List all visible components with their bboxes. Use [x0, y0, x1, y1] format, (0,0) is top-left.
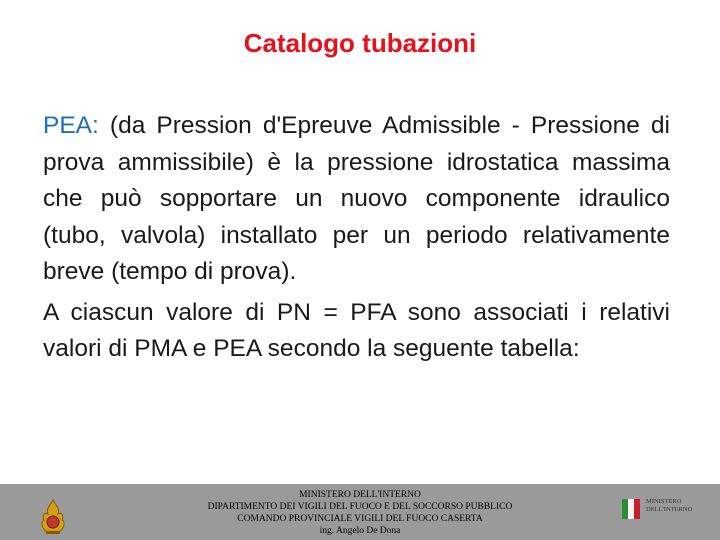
footer-line-command: COMANDO PROVINCIALE VIGILI DEL FUOCO CASERTA — [237, 514, 483, 524]
paragraph-pea-text: (da Pression d'Epreuve Admissible - Pressione di prova ammissibile) è la pressione idrostatica massima che può sopportare un nuovo componente idraulico (tubo, valvola) installato per un periodo relativamente breve (tempo di prova). — [43, 112, 670, 285]
footer-credits — [180, 489, 540, 537]
slide-body — [43, 108, 670, 368]
term-pea: PEA: — [43, 112, 99, 139]
footer-bar — [0, 484, 720, 540]
vigili-del-fuoco-emblem-icon — [34, 498, 72, 536]
ministry-logo-text: MINISTERO DELL'INTERNO — [646, 498, 693, 513]
paragraph-pn: A ciascun valore di PN = PFA sono associati i relativi valori di PMA e PEA secondo la seguente tabella: — [43, 298, 670, 362]
footer-line-ministry: MINISTERO DELL'INTERNO — [299, 490, 421, 500]
footer-line-department: DIPARTIMENTO DEI VIGILI DEL FUOCO E DEL SOCCORSO PUBBLICO — [207, 502, 513, 512]
footer-line-author: ing. Angelo De Dona — [319, 526, 401, 536]
paragraph-pea — [43, 108, 670, 291]
slide-title: Catalogo tubazioni — [243, 28, 477, 58]
